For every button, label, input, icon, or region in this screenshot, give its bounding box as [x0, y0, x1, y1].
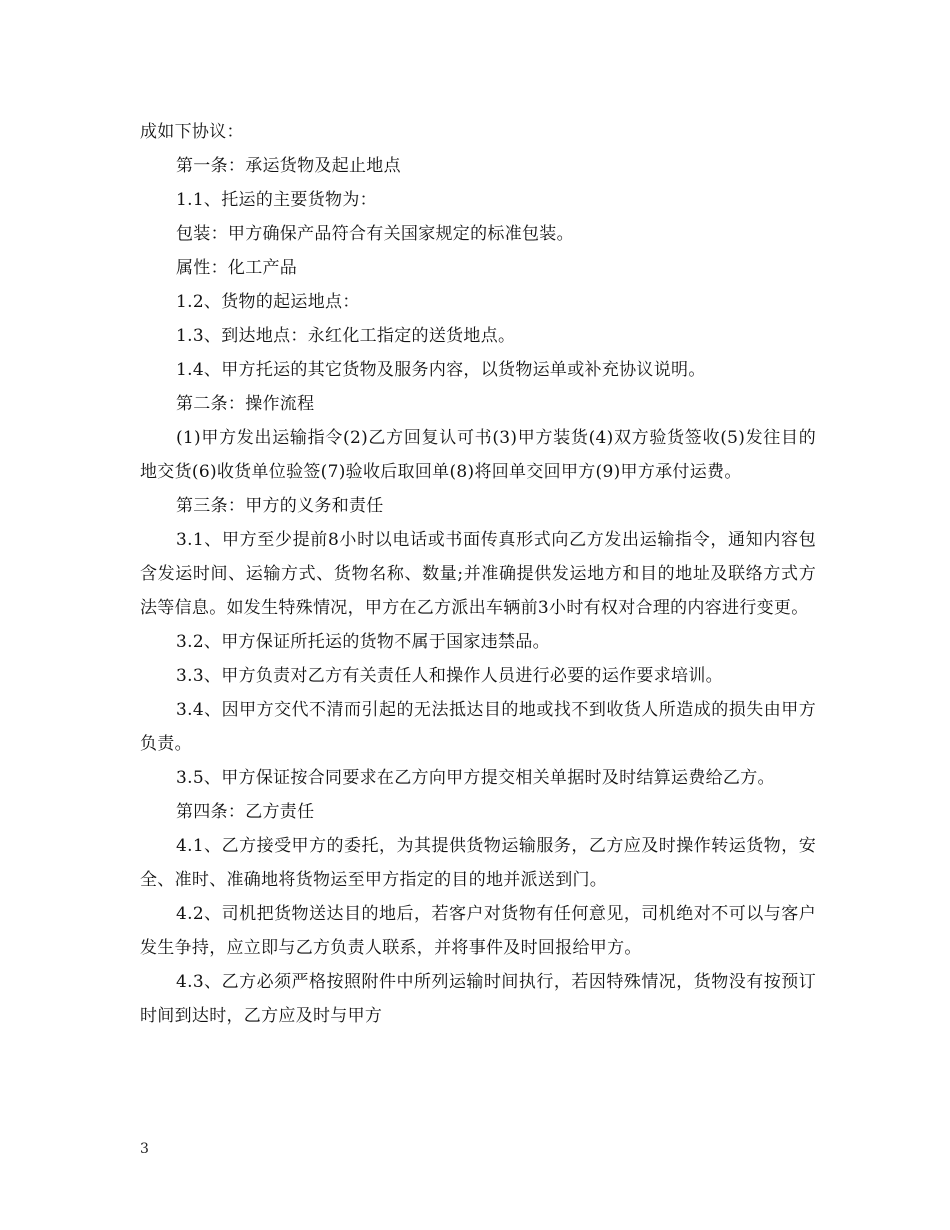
heading-article-3: 第三条：甲方的义务和责任: [176, 496, 384, 516]
paragraph-1-3: 1.3、到达地点：永红化工指定的送货地点。: [176, 326, 516, 346]
paragraph-1-2: 1.2、货物的起运地点：: [176, 292, 360, 312]
paragraph-3-4: 3.4、因甲方交代不清而引起的无法抵达目的地或找不到收货人所造成的损失由甲方负责。: [140, 700, 816, 754]
page-number: 3: [140, 1141, 149, 1157]
paragraph-3-1: 3.1、甲方至少提前8小时以电话或书面传真形式向乙方发出运输指令，通知内容包含发运时间、运输方式、货物名称、数量;并准确提供发运地方和目的地址及联络方式方法等信息。如发生特殊情况，甲方在乙方派出车辆前3小时有权对合理的内容进行变更。: [140, 530, 816, 618]
paragraph-3-5: 3.5、甲方保证按合同要求在乙方向甲方提交相关单据时及时结算运费给乙方。: [176, 768, 775, 788]
paragraph-process-steps: (1)甲方发出运输指令(2)乙方回复认可书(3)甲方装货(4)双方验货签收(5)发往目的地交货(6)收货单位验签(7)验收后取回单(8)将回单交回甲方(9)甲方承付运费。: [140, 428, 816, 482]
paragraph-1-1: 1.1、托运的主要货物为：: [176, 190, 377, 210]
heading-article-1: 第一条：承运货物及起止地点: [176, 156, 401, 176]
paragraph-packaging: 包装：甲方确保产品符合有关国家规定的标准包装。: [176, 224, 574, 244]
paragraph-4-1: 4.1、乙方接受甲方的委托，为其提供货物运输服务，乙方应及时操作转运货物，安全、准时、准确地将货物运至甲方指定的目的地并派送到门。: [140, 836, 816, 890]
heading-article-4: 第四条：乙方责任: [176, 802, 315, 822]
paragraph-4-2: 4.2、司机把货物送达目的地后，若客户对货物有任何意见，司机绝对不可以与客户发生争持，应立即与乙方负责人联系，并将事件及时回报给甲方。: [140, 904, 816, 958]
heading-article-2: 第二条：操作流程: [176, 394, 315, 414]
paragraph-attribute: 属性：化工产品: [176, 258, 298, 278]
paragraph-3-2: 3.2、甲方保证所托运的货物不属于国家违禁品。: [176, 632, 550, 652]
document-body: [140, 115, 816, 1033]
paragraph-1-4: 1.4、甲方托运的其它货物及服务内容，以货物运单或补充协议说明。: [176, 360, 706, 380]
paragraph-3-3: 3.3、甲方负责对乙方有关责任人和操作人员进行必要的运作要求培训。: [176, 666, 723, 686]
paragraph-intro: 成如下协议：: [140, 122, 244, 142]
paragraph-4-3: 4.3、乙方必须严格按照附件中所列运输时间执行，若因特殊情况，货物没有按预订时间到达时，乙方应及时与甲方: [140, 972, 816, 1026]
